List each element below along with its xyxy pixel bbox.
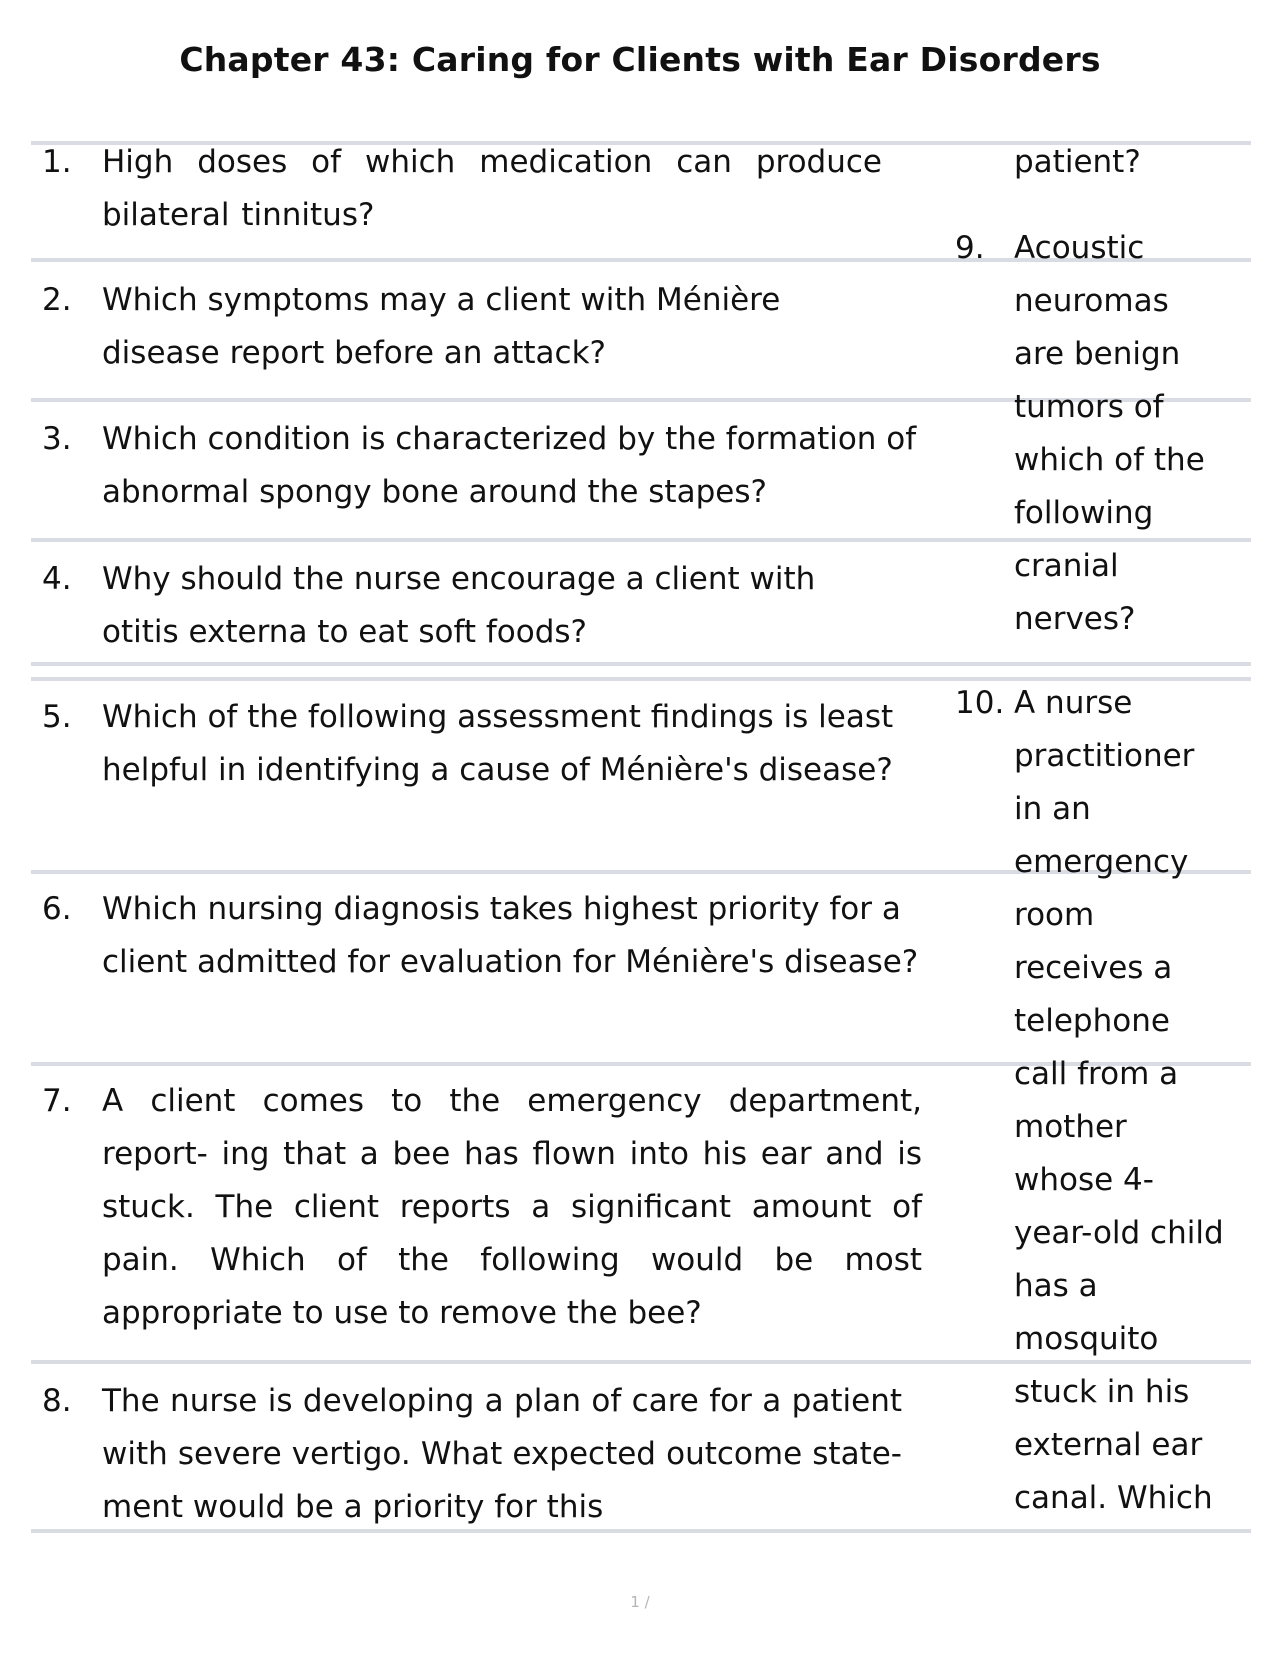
question-text: Why should the nurse encourage a client with otitis externa to eat soft foods? [102,561,816,650]
question-text-line: telephone [1014,1003,1170,1039]
question-text-line: are benign [1014,336,1181,372]
question-text-line: neuromas [1014,283,1169,319]
question-text-line: A nurse [1014,685,1133,721]
question-text-line: practitioner [1014,738,1195,774]
question-number: 7. [42,1083,72,1119]
question-text: Which condition is characterized by the formation of abnormal spongy bone around the stapes? [102,421,917,510]
question-number: 9. [955,230,985,266]
question-text: Which nursing diagnosis takes highest priority for a client admitted for evaluation for Ménière's disease? [102,891,919,980]
question-text-line: Acoustic [1014,230,1145,266]
question-text-line: call from a [1014,1056,1179,1092]
question-text-line: room [1014,897,1095,933]
question-number: 10. [955,685,1005,721]
question-text-line: which of the [1014,442,1205,478]
question-text-line: year-old child [1014,1215,1224,1251]
question-number: 5. [42,699,72,735]
question-text-line: tumors of [1014,389,1164,425]
question-text-line: cranial [1014,548,1119,584]
question-text-line: mother [1014,1109,1127,1145]
question-text: Which of the following assessment findings is least helpful in identifying a cause of Ménière's disease? [102,699,894,788]
question-text-line: in an [1014,791,1091,827]
question-text-line: external ear [1014,1427,1203,1463]
question-text-line: stuck in his [1014,1374,1190,1410]
question-number: 1. [42,144,72,180]
question-number: 4. [42,561,72,597]
question-text: The nurse is developing a plan of care for a patient with severe vertigo. What expected outcome state- ment would be a priority for this [102,1383,902,1525]
question-text-line: canal. Which [1014,1480,1213,1516]
question-text-line: mosquito [1014,1321,1159,1357]
question-text-line: has a [1014,1268,1098,1304]
question-text-line: receives a [1014,950,1173,986]
question-text: Which symptoms may a client with Ménière disease report before an attack? [102,282,781,371]
divider [31,662,1251,666]
question-text-line: following [1014,495,1154,531]
question-text-line: whose 4- [1014,1162,1154,1198]
question-text-line: emergency [1014,844,1189,880]
question-text: High doses of which medication can produce bilateral tinnitus? [102,144,882,233]
question-number: 6. [42,891,72,927]
question-continuation: patient? [1014,144,1141,180]
question-number: 2. [42,282,72,318]
page-title: Chapter 43: Caring for Clients with Ear Disorders [179,40,1101,79]
question-number: 8. [42,1383,72,1419]
question-number: 3. [42,421,72,457]
question-text-line: nerves? [1014,601,1136,637]
page-number: 1 / [630,1593,650,1611]
question-text: A client comes to the emergency department, report- ing that a bee has flown into his ear and is stuck. The client reports a significant amount of pain. Which of the following would be most appropriate to use to remove the bee? [102,1083,922,1331]
